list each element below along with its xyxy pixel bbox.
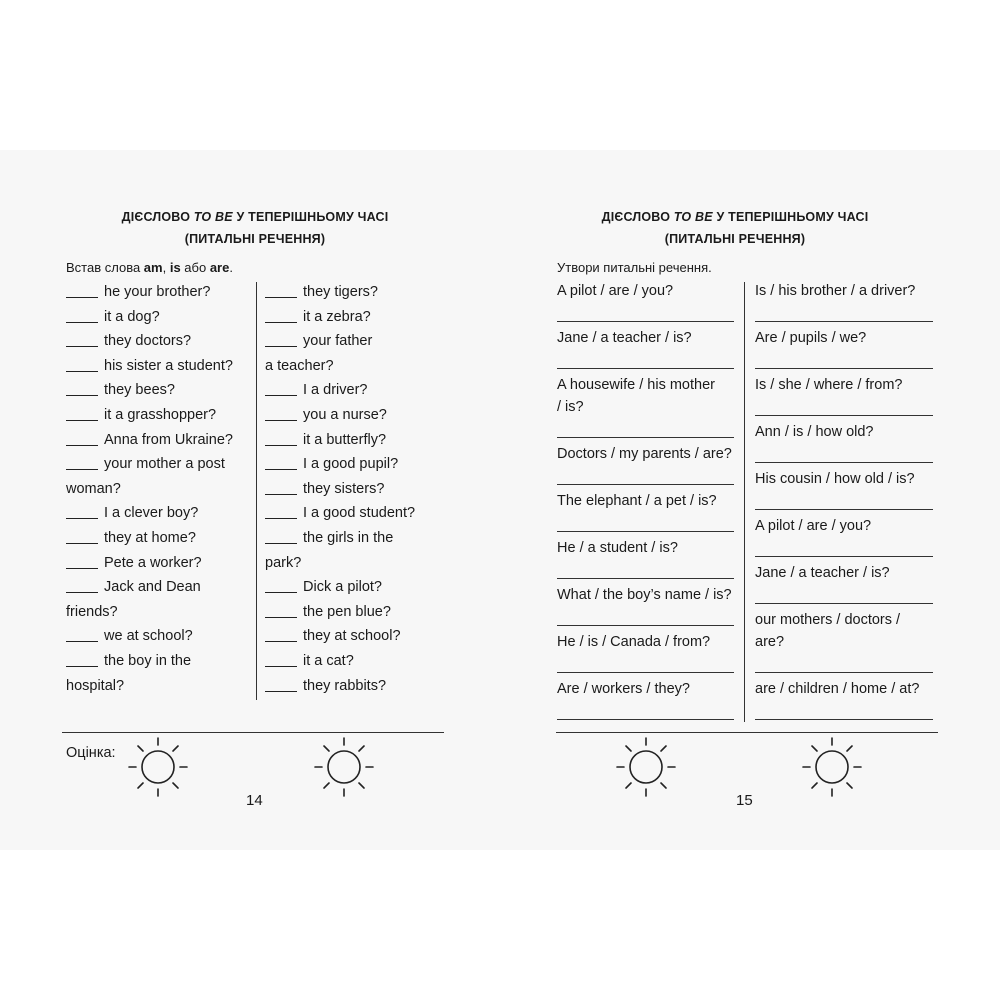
question-text: His cousin / how old / is? <box>755 471 915 487</box>
exercise-text: friends? <box>66 603 118 620</box>
sun-icon <box>800 735 864 804</box>
answer-line[interactable] <box>755 556 933 557</box>
answer-line[interactable] <box>755 603 933 604</box>
answer-blank[interactable] <box>265 506 297 519</box>
exercise-text: it a grasshopper? <box>104 407 217 423</box>
exercise-text: it a cat? <box>303 653 354 669</box>
exercise-line <box>265 628 401 644</box>
answer-blank[interactable] <box>66 556 98 569</box>
right-column-divider <box>744 282 745 722</box>
question-text: A housewife / his mother <box>557 377 715 393</box>
question-text: Doctors / my parents / are? <box>557 446 732 462</box>
exercise-line <box>66 678 124 694</box>
answer-blank[interactable] <box>66 310 98 323</box>
answer-blank[interactable] <box>66 408 98 421</box>
right-instruction: Утвори питальні речення. <box>557 260 712 275</box>
exercise-text: Anna from Ukraine? <box>104 431 233 448</box>
exercise-text: your father <box>303 333 373 350</box>
answer-blank[interactable] <box>66 506 98 519</box>
exercise-text: you a nurse? <box>303 407 387 423</box>
exercise-line <box>66 579 201 595</box>
question-text: Are / pupils / we? <box>755 330 867 346</box>
answer-blank[interactable] <box>66 433 98 446</box>
exercise-line <box>66 382 175 398</box>
answer-blank[interactable] <box>66 383 98 396</box>
exercise-line <box>66 530 196 546</box>
exercise-line <box>265 579 382 595</box>
exercise-text: a teacher? <box>265 357 334 374</box>
question-text: Jane / a teacher / is? <box>557 330 692 346</box>
answer-line[interactable] <box>755 462 933 463</box>
question-text: He / a student / is? <box>557 540 678 556</box>
exercise-line <box>66 456 225 472</box>
answer-blank[interactable] <box>66 629 98 642</box>
answer-blank[interactable] <box>265 408 297 421</box>
left-page <box>0 150 500 850</box>
exercise-text: they at home? <box>104 530 196 546</box>
exercise-text: they doctors? <box>104 333 192 350</box>
exercise-text: the pen blue? <box>303 603 391 620</box>
exercise-line <box>265 456 398 472</box>
exercise-line <box>265 358 334 374</box>
sun-icon <box>126 735 190 804</box>
exercise-text: we at school? <box>104 628 193 645</box>
exercise-text: Pete a worker? <box>104 554 202 571</box>
right-page <box>500 150 1000 850</box>
exercise-line <box>265 505 415 521</box>
question-text: Are / workers / they? <box>557 681 690 697</box>
exercise-line <box>66 333 191 349</box>
exercise-line <box>265 382 367 398</box>
question-text: What / the boy’s name / is? <box>557 587 732 603</box>
answer-line[interactable] <box>557 719 734 720</box>
exercise-text: it a zebra? <box>303 308 371 325</box>
exercise-line <box>66 432 233 448</box>
answer-blank[interactable] <box>265 310 297 323</box>
exercise-text: the boy in the <box>104 653 192 669</box>
question-text: are? <box>755 634 785 650</box>
exercise-line <box>66 628 193 644</box>
question-text: Jane / a teacher / is? <box>755 565 890 581</box>
exercise-text: hospital? <box>66 677 125 694</box>
exercise-line <box>265 653 354 669</box>
answer-blank[interactable] <box>265 433 297 446</box>
exercise-text: they rabbits? <box>303 677 387 694</box>
question-text: The elephant / a pet / is? <box>557 493 717 509</box>
answer-blank[interactable] <box>265 605 297 618</box>
exercise-line <box>265 604 391 620</box>
exercise-line <box>265 481 384 497</box>
exercise-text: the girls in the <box>303 530 394 546</box>
answer-blank[interactable] <box>265 457 297 470</box>
question-text: A pilot / are / you? <box>755 518 872 534</box>
exercise-text: park? <box>265 554 302 571</box>
exercise-text: it a butterfly? <box>303 431 387 448</box>
answer-line[interactable] <box>557 321 734 322</box>
question-text: our mothers / doctors / <box>755 612 901 628</box>
left-instruction: Встав слова am, is або are. <box>66 260 233 275</box>
answer-line[interactable] <box>755 509 933 510</box>
question-text: Is / she / where / from? <box>755 377 903 393</box>
answer-line[interactable] <box>755 719 933 720</box>
answer-blank[interactable] <box>66 457 98 470</box>
book-spread <box>0 150 1000 850</box>
right-bottom-rule <box>556 732 938 733</box>
answer-line[interactable] <box>755 368 933 369</box>
answer-blank[interactable] <box>265 629 297 642</box>
answer-blank[interactable] <box>66 580 98 593</box>
exercise-text: they at school? <box>303 628 401 645</box>
answer-line[interactable] <box>557 625 734 626</box>
question-text: A pilot / are / you? <box>557 283 674 299</box>
exercise-line <box>265 407 387 423</box>
grade-label: Оцінка: <box>66 745 116 761</box>
exercise-text: he your brother? <box>104 284 211 300</box>
answer-line[interactable] <box>557 368 734 369</box>
exercise-line <box>66 309 160 325</box>
page-number: 14 <box>246 792 263 809</box>
answer-blank[interactable] <box>265 383 297 396</box>
exercise-line <box>265 284 378 300</box>
answer-blank[interactable] <box>265 285 297 298</box>
answer-line[interactable] <box>557 578 734 579</box>
question-text: / is? <box>557 399 584 415</box>
answer-line[interactable] <box>755 415 933 416</box>
exercise-line <box>66 481 121 497</box>
page-number: 15 <box>736 792 753 809</box>
exercise-text: it a dog? <box>104 308 160 325</box>
exercise-text: they sisters? <box>303 480 385 497</box>
exercise-line <box>66 555 202 571</box>
exercise-text: Jack and Dean <box>104 579 201 596</box>
question-text: Ann / is / how old? <box>755 424 874 440</box>
exercise-line <box>66 505 198 521</box>
exercise-line <box>66 407 216 423</box>
answer-blank[interactable] <box>66 334 98 347</box>
question-text: He / is / Canada / from? <box>557 634 711 650</box>
question-text: are / children / home / at? <box>755 681 920 697</box>
answer-blank[interactable] <box>66 531 98 544</box>
answer-blank[interactable] <box>265 334 297 347</box>
exercise-text: Dick a pilot? <box>303 579 382 596</box>
answer-blank[interactable] <box>66 359 98 372</box>
exercise-text: his sister a student? <box>104 357 233 374</box>
exercise-line <box>265 678 386 694</box>
exercise-line <box>66 358 233 374</box>
answer-blank[interactable] <box>66 285 98 298</box>
exercise-line <box>265 309 371 325</box>
question-text: Is / his brother / a driver? <box>755 283 916 299</box>
exercise-text: I a clever boy? <box>104 505 199 522</box>
answer-line[interactable] <box>755 672 933 673</box>
right-page-title: ДІЄСЛОВО TO BE У ТЕПЕРІШНЬОМУ ЧАСІ (ПИТАЛЬНІ РЕЧЕННЯ) <box>601 210 869 246</box>
exercise-line <box>265 432 386 448</box>
exercise-line <box>265 333 372 349</box>
answer-line[interactable] <box>557 437 734 438</box>
exercise-text: woman? <box>66 480 121 497</box>
left-column-divider <box>256 282 257 700</box>
left-page-title: ДІЄСЛОВО TO BE У ТЕПЕРІШНЬОМУ ЧАСІ (ПИТАЛЬНІ РЕЧЕННЯ) <box>121 210 389 246</box>
exercise-line <box>66 284 210 300</box>
left-bottom-rule <box>62 732 444 733</box>
exercise-text: they bees? <box>104 382 175 399</box>
exercise-text: I a good student? <box>303 505 416 522</box>
answer-line[interactable] <box>557 531 734 532</box>
exercise-line <box>265 555 301 571</box>
answer-blank[interactable] <box>265 531 297 544</box>
answer-blank[interactable] <box>265 654 297 667</box>
exercise-line <box>66 653 191 669</box>
exercise-line <box>66 604 118 620</box>
exercise-text: your mother a post <box>104 456 225 473</box>
answer-line[interactable] <box>557 484 734 485</box>
answer-blank[interactable] <box>66 654 98 667</box>
answer-line[interactable] <box>755 321 933 322</box>
exercise-text: they tigers? <box>303 284 378 300</box>
exercise-text: I a good pupil? <box>303 456 399 473</box>
answer-blank[interactable] <box>265 679 297 692</box>
exercise-text: I a driver? <box>303 382 368 399</box>
sun-icon <box>614 735 678 804</box>
answer-blank[interactable] <box>265 580 297 593</box>
answer-line[interactable] <box>557 672 734 673</box>
sun-icon <box>312 735 376 804</box>
answer-blank[interactable] <box>265 482 297 495</box>
exercise-line <box>265 530 393 546</box>
